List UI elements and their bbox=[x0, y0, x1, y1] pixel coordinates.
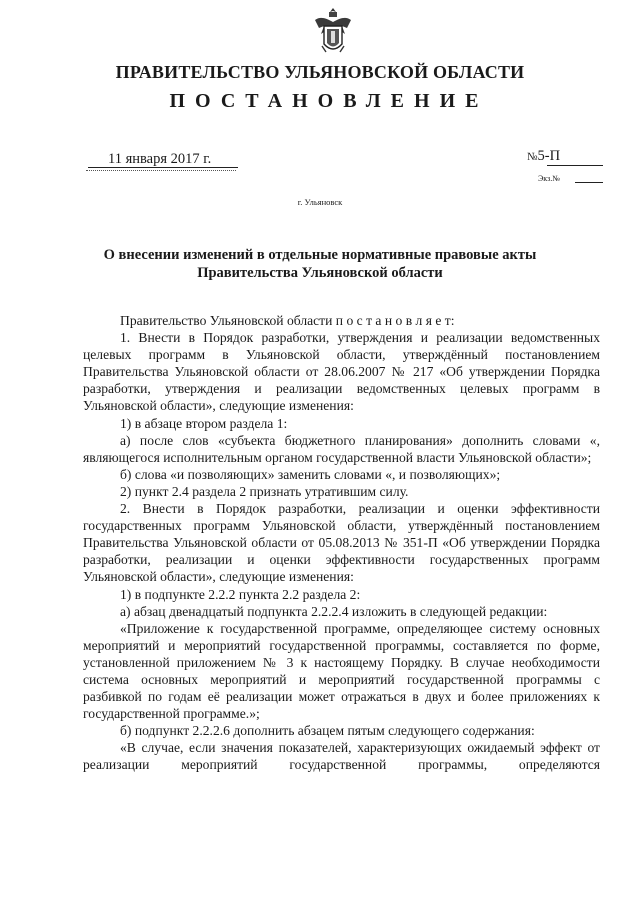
city-name: г. Ульяновск bbox=[297, 197, 343, 207]
paragraph: «В случае, если значения показателей, характеризующих ожидаемый эффект от реализации мероприятий государственной программы, определяются bbox=[83, 740, 600, 773]
paragraph: б) слова «и позволяющих» заменить словами «, и позволяющих»; bbox=[120, 466, 501, 482]
paragraph: а) после слов «субъекта бюджетного планирования» дополнить словами «, являющегося исполнительным органом государственной власти Ульяновской области»; bbox=[83, 432, 600, 465]
title-line-2: Правительства Ульяновской области bbox=[197, 265, 443, 281]
date-underline-dotted bbox=[86, 170, 236, 171]
paragraph: 2) пункт 2.4 раздела 2 признать утратившим силу. bbox=[120, 483, 409, 499]
copy-number-underline bbox=[575, 182, 603, 183]
government-name: ПРАВИТЕЛЬСТВО УЛЬЯНОВСКОЙ ОБЛАСТИ bbox=[115, 62, 525, 82]
document-date: 11 января 2017 г. bbox=[108, 151, 212, 167]
number-value: 5-П bbox=[537, 148, 561, 164]
paragraph: 1) в подпункте 2.2.2 пункта 2.2 раздела 2: bbox=[120, 586, 361, 602]
paragraph: б) подпункт 2.2.2.6 дополнить абзацем пятым следующего содержания: bbox=[120, 723, 535, 739]
number-underline bbox=[547, 165, 603, 166]
title-line-1: О внесении изменений в отдельные нормативные правовые акты bbox=[103, 247, 537, 263]
paragraph: 1. Внести в Порядок разработки, утверждения и реализации ведомственных целевых программ в Ульяновской области, утверждённый постановлением Правительства Ульяновской области от 28.06.2007 № 217 «Об утверждении Порядка разработки, утверждения и реализации ведомственных целевых программ в Ульяновской области», следующие изменения: bbox=[83, 330, 600, 414]
document-number bbox=[527, 148, 560, 165]
document-type: ПОСТАНОВЛЕНИЕ bbox=[169, 90, 489, 112]
paragraph: а) абзац двенадцатый подпункта 2.2.2.4 изложить в следующей редакции: bbox=[120, 603, 548, 619]
copy-number-label: Экз.№ bbox=[538, 174, 560, 183]
paragraph: Правительство Ульяновской области п о с т а н о в л я е т: bbox=[120, 313, 455, 328]
date-underline bbox=[88, 167, 238, 168]
document-body bbox=[83, 312, 600, 774]
number-sign: № bbox=[527, 151, 538, 163]
paragraph: 1) в абзаце втором раздела 1: bbox=[120, 415, 288, 431]
paragraph: «Приложение к государственной программе, определяющее систему основных мероприятий и мероприятий государственной программы, составляется по форме, установленной приложением № 3 к настоящему Порядку. В случае необходимости система основных мероприятий и мероприятий государственной программы с разбивкой по годам её реализации может отражаться в двух и более приложениях к государственной программе.»; bbox=[83, 620, 600, 722]
document-title bbox=[60, 246, 580, 282]
coat-of-arms-icon bbox=[312, 6, 354, 58]
paragraph: 2. Внести в Порядок разработки, реализации и оценки эффективности государственных программ Ульяновской области, утверждённый постановлением Правительства Ульяновской области от 05.08.2013 № 351-П «Об утверждении Порядка разработки, реализации и оценки эффективности государственных программ Ульяновской области», следующие изменения: bbox=[83, 501, 600, 585]
